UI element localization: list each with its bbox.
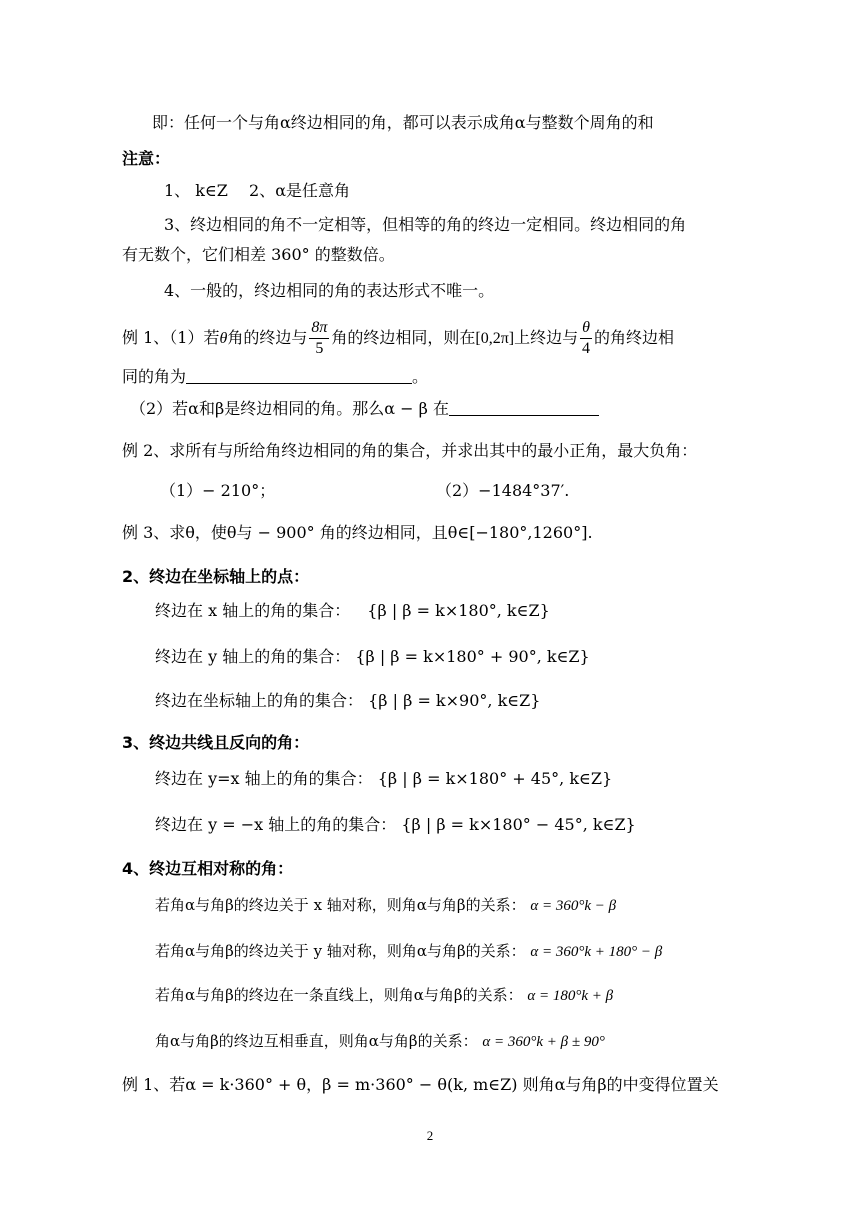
x-axis-label: 终边在 x 轴上的角的集合： — [155, 601, 351, 620]
x-axis-set-row — [155, 600, 550, 622]
ex1-period: 。 — [412, 367, 429, 386]
page-number: 2 — [426, 1128, 434, 1143]
ynx-set-row — [155, 814, 636, 836]
axes-label: 终边在坐标轴上的角的集合： — [155, 691, 364, 710]
ynx-label: 终边在 y = −x 轴上的角的集合： — [155, 815, 397, 834]
ex1-text-a: 例 1、（1）若 — [122, 328, 220, 347]
example-1-part1 — [122, 316, 674, 361]
fraction-8pi-over-5: $\frac{8\pi}{5}$ — [311, 319, 328, 357]
relation-perp-row — [155, 1030, 605, 1053]
interval-0-2pi: [0,2π] — [475, 330, 515, 347]
note-4: 4、一般的，终边相同的角的表达形式不唯一。 — [164, 281, 495, 300]
note-3-line1: 3、终边相同的角不一定相等，但相等的角的终边一定相同。终边相同的角 — [164, 215, 687, 234]
y-axis-set: {β | β = k×180° + 90°, k∈Z} — [355, 647, 590, 666]
x-axis-set: {β | β = k×180°, k∈Z} — [367, 601, 550, 620]
relation-line-label: 若角α与角β的终边在一条直线上，则角α与角β的关系： — [155, 986, 523, 1004]
axes-set: {β | β = k×90°, k∈Z} — [368, 691, 541, 710]
section-3-heading: 3、终边共线且反向的角： — [122, 733, 310, 752]
y-axis-set-row — [155, 646, 590, 668]
ex1-q2-text: （2）若α和β是终边相同的角。那么α − β 在 — [130, 399, 449, 418]
ex1-text-f: 同的角为 — [122, 367, 187, 386]
example-2: 例 2、求所有与所给角终边相同的角的集合，并求出其中的最小正角，最大负角： — [122, 441, 698, 460]
example-3: 例 3、求θ，使θ与 − 900° 角的终边相同，且θ∈[−180°,1260°]. — [122, 523, 593, 542]
answer-blank-1[interactable] — [186, 367, 412, 384]
relation-x-eq: α = 360°k − β — [530, 898, 617, 914]
relation-perp-label: 角α与角β的终边互相垂直，则角α与角β的关系： — [155, 1032, 478, 1050]
relation-y-label: 若角α与角β的终边关于 y 轴对称，则角α与角β的关系： — [155, 942, 526, 960]
y-axis-label: 终边在 y 轴上的角的集合： — [155, 647, 351, 666]
yx-label: 终边在 y=x 轴上的角的集合： — [155, 769, 373, 788]
note-1-2: 1、 k∈Z 2、α是任意角 — [164, 181, 350, 200]
example-1-last: 例 1、若α = k·360° + θ，β = m·360° − θ(k, m∈Z) 则角α与角β的中变得位置关 — [122, 1075, 719, 1094]
ex1-text-e: 的角终边相 — [593, 328, 674, 347]
ex1-text-c: 角的终边相同，则在 — [331, 328, 476, 347]
axes-set-row — [155, 690, 540, 712]
relation-x-row — [155, 894, 616, 917]
note-heading: 注意： — [122, 149, 171, 168]
fraction-theta-over-4: $\frac{\theta}{4}$ — [582, 319, 591, 357]
yx-set: {β | β = k×180° + 45°, k∈Z} — [377, 769, 613, 788]
answer-blank-2[interactable] — [449, 399, 599, 416]
relation-line-row — [155, 984, 613, 1007]
relation-y-row — [155, 940, 662, 963]
section-2-heading: 2、终边在坐标轴上的点： — [122, 567, 310, 586]
relation-y-eq: α = 360°k + 180° − β — [530, 944, 663, 960]
ex1-text-b: 角的终边与 — [227, 328, 308, 347]
yx-set-row — [155, 768, 612, 790]
note-3-line2: 有无数个，它们相差 360° 的整数倍。 — [122, 245, 395, 264]
intro-line: 即：任何一个与角α终边相同的角，都可以表示成角α与整数个周角的和 — [152, 113, 654, 132]
theta-symbol: θ — [219, 330, 228, 347]
ex1-text-d: 上终边与 — [514, 328, 579, 347]
example-2-a1: （1）− 210°； — [160, 481, 276, 500]
ynx-set: {β | β = k×180° − 45°, k∈Z} — [401, 815, 636, 834]
example-2-a2: （2）−1484°37′. — [436, 481, 570, 500]
example-1-part2 — [122, 366, 428, 388]
relation-x-label: 若角α与角β的终边关于 x 轴对称，则角α与角β的关系： — [155, 896, 526, 914]
relation-perp-eq: α = 360°k + β ± 90° — [482, 1034, 605, 1050]
relation-line-eq: α = 180°k + β — [527, 988, 614, 1004]
section-4-heading: 4、终边互相对称的角： — [122, 859, 294, 878]
example-1-q2 — [130, 398, 599, 420]
